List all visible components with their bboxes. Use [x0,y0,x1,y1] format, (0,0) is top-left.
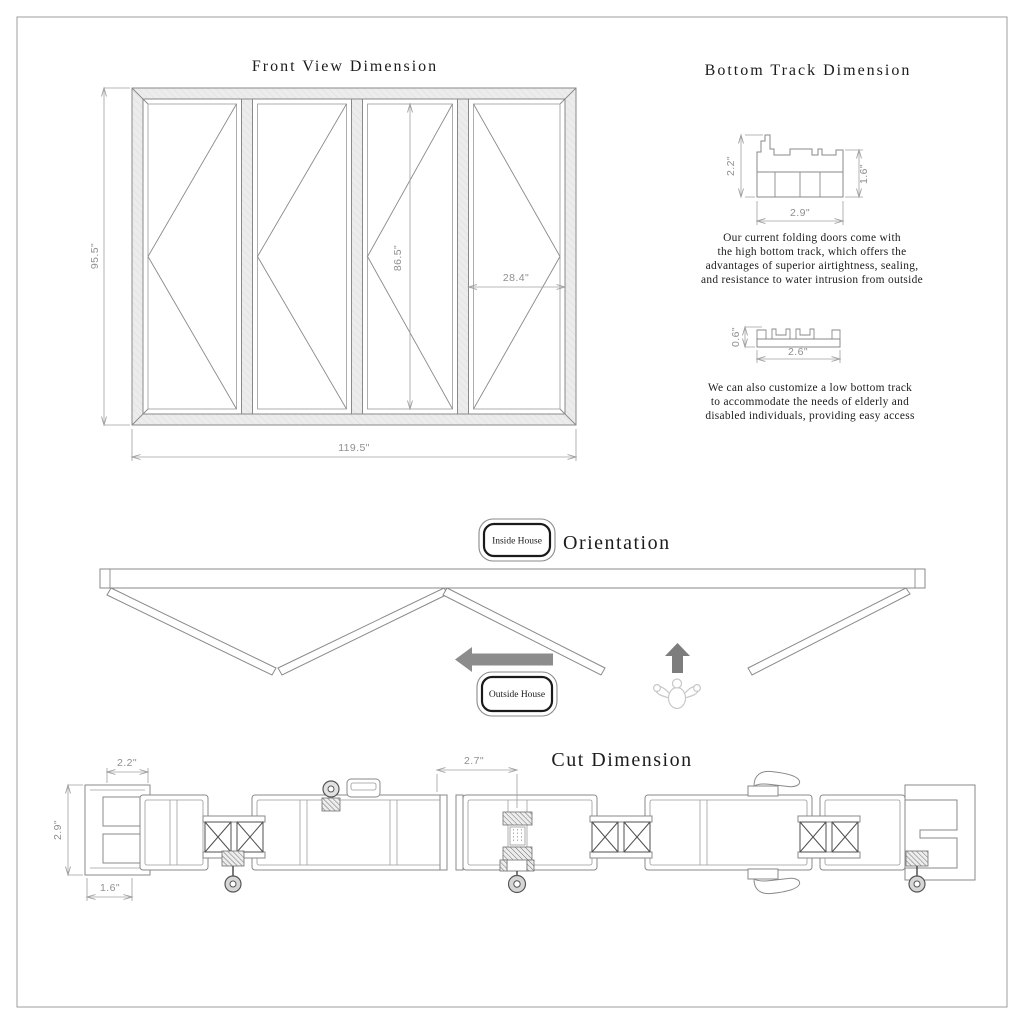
inside-house-label: Inside House [492,536,542,547]
outside-house-label: Outside House [488,690,546,700]
cut-title: Cut Dimension [551,749,693,771]
dim-high-track-front: 1.6" [858,164,870,184]
dim-high-track-width: 2.9" [790,207,810,219]
top-guide-block [347,779,380,797]
panel-profile [645,795,812,870]
dim-low-track-width: 2.6" [788,346,808,358]
description-line: We can also customize a low bottom track [707,382,913,394]
description-line: the high bottom track, which offers the [717,246,907,258]
dim-sill-width: 1.6" [100,882,120,894]
dim-low-track-height: 0.6" [730,327,742,347]
description-line: disabled individuals, providing easy access [705,410,915,422]
dim-glass-height: 86.5" [392,244,404,272]
door-frame-front [132,88,576,425]
description-line: to accommodate the needs of elderly and [710,396,910,408]
dim-jamb-depth: 2.9" [52,820,64,840]
hinge-assembly [590,816,652,858]
dim-panel-thickness: 2.7" [464,755,484,767]
low-track-description [705,382,915,422]
panel-profile [252,795,447,870]
head-track-bar [100,569,925,588]
high-track-description [701,232,923,286]
front-view-title: Front View Dimension [251,58,439,75]
description-line: advantages of superior airtightness, sealing, [705,260,919,272]
roller-assembly [222,851,244,892]
orientation-section [100,519,925,716]
dim-high-track-back: 2.2" [725,156,737,176]
bottom-track-title: Bottom Track Dimension [704,62,912,79]
folded-panel [748,588,910,675]
description-line: Our current folding doors come with [723,232,901,244]
folded-panel [107,588,276,675]
cut-profile-strip [85,771,975,893]
door-handle [748,869,800,894]
outside-house-badge [477,672,557,716]
mullion [458,99,469,414]
person-top-view-icon [654,679,701,709]
high-track-profile [725,135,870,225]
dim-jamb-width: 2.2" [117,757,137,769]
dim-overall-width: 119.5" [338,442,370,454]
low-track-profile [730,327,840,363]
dim-overall-height: 95.5" [89,242,101,270]
cut-section [52,749,975,901]
slide-direction-arrow-icon [455,647,553,672]
panel-profile [140,795,208,870]
mullion [242,99,253,414]
meeting-stile [456,795,463,870]
folded-panel [278,588,448,675]
inside-house-badge [479,519,555,561]
meeting-stile [440,795,447,870]
dim-panel-width: 28.4" [502,272,530,284]
bottom-track-section [701,62,923,422]
front-view-section [89,58,576,461]
mullion [352,99,363,414]
description-line: and resistance to water intrusion from outside [701,274,923,286]
door-handle [748,771,800,796]
center-roller-assembly [500,812,534,893]
inside-direction-arrow-icon [665,643,690,673]
orientation-title: Orientation [563,532,671,554]
